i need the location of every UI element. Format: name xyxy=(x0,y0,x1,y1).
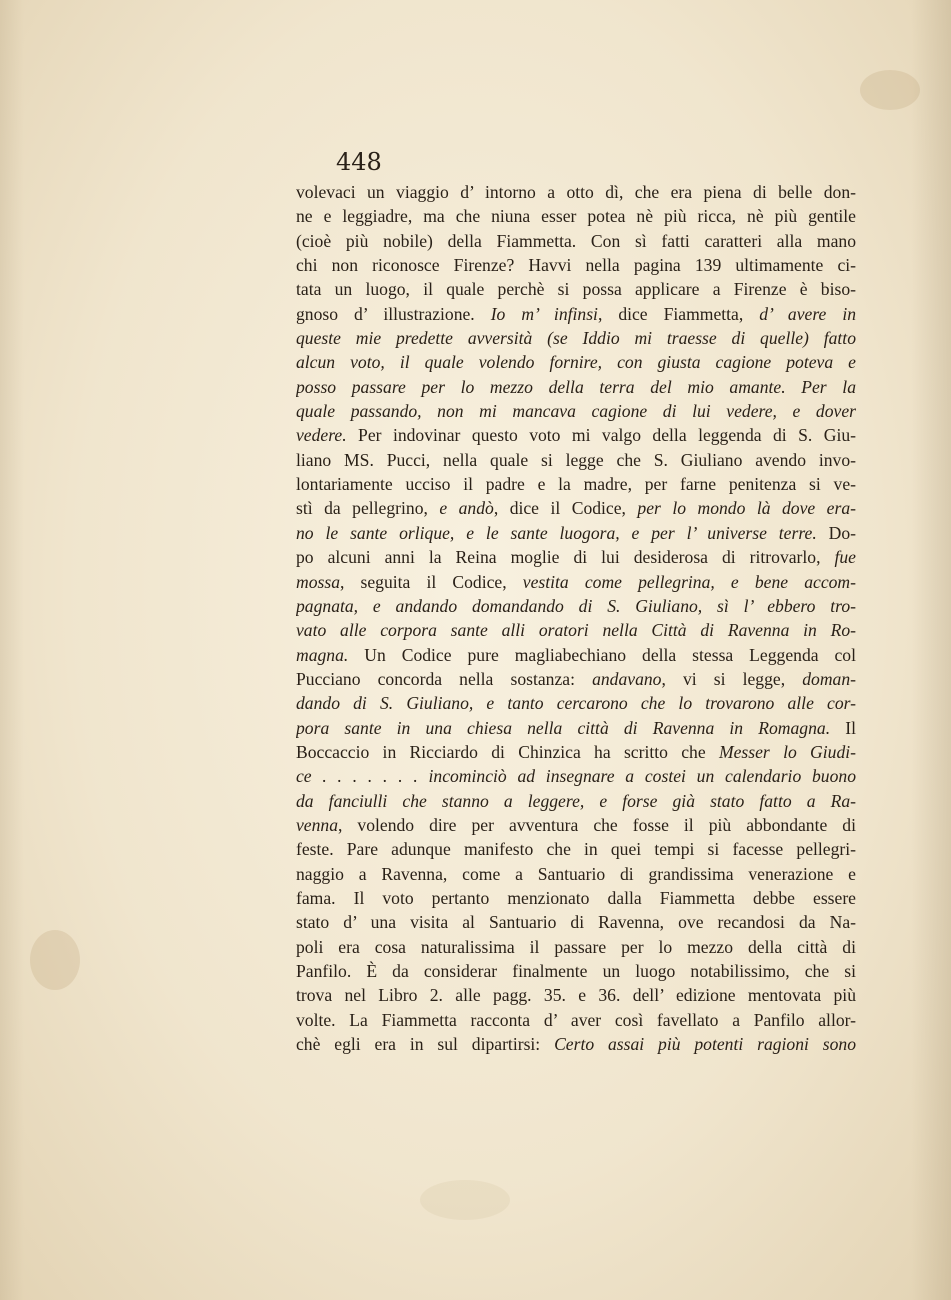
italic-segment: e andò xyxy=(439,498,494,519)
italic-segment: venna xyxy=(296,814,339,835)
italic-segment: mossa xyxy=(296,571,340,592)
italic-segment: vedere. xyxy=(296,425,347,446)
text-segment: feste. Pare adunque manifesto che in quei tempi si facesse pellegri- xyxy=(296,839,856,860)
text-line xyxy=(296,862,856,886)
italic-segment: doman- xyxy=(802,668,856,689)
text-line xyxy=(296,959,856,983)
paper-stain xyxy=(30,930,80,990)
text-line xyxy=(296,204,856,228)
text-line xyxy=(296,496,856,520)
italic-segment: pora sante in una chiesa nella città di Ravenna in Romagna. xyxy=(296,717,831,738)
text-segment: Panfilo. È da considerar finalmente un luogo notabilissimo, che si xyxy=(296,961,856,981)
text-line xyxy=(296,302,856,326)
text-segment: , volendo dire per avventura che fosse il più abbondante di xyxy=(338,814,856,835)
text-segment: po alcuni anni la Reina moglie di lui desiderosa di ritrovarlo, xyxy=(296,547,835,568)
italic-segment: quale passando, non mi mancava cagione di lui vedere, e dover xyxy=(296,401,856,422)
body-text xyxy=(296,180,856,1056)
text-line xyxy=(296,667,856,691)
text-line xyxy=(296,472,856,496)
text-segment: Per indovinar questo voto mi valgo della leggenda di S. Giu- xyxy=(346,425,856,446)
text-segment: Do- xyxy=(816,522,856,543)
text-segment: gnoso d’ illustrazione. xyxy=(296,303,491,324)
page-edge-left xyxy=(0,0,24,1300)
text-line xyxy=(296,229,856,253)
italic-segment: no le sante orlique, e le sante luogora, e per l’ universe terre. xyxy=(296,522,817,543)
text-segment: Il xyxy=(830,717,856,738)
text-segment: Pucciano concorda nella sostanza: xyxy=(296,668,593,689)
italic-segment: da fanciulli che stanno a leggere, e forse già stato fatto a Ra- xyxy=(296,790,856,811)
text-line xyxy=(296,253,856,277)
text-line xyxy=(296,813,856,837)
text-line xyxy=(296,350,856,374)
italic-segment: vestita come pellegrina, e bene accom- xyxy=(522,571,856,592)
text-line xyxy=(296,643,856,667)
paper-stain xyxy=(420,1180,510,1220)
italic-segment: queste mie predette avversità (se Iddio mi traesse di quelle) fatto xyxy=(296,328,856,349)
text-segment: trova nel Libro 2. alle pagg. 35. e 36. dell’ edizione mentovata più xyxy=(296,985,856,1006)
italic-segment: andavano xyxy=(592,668,662,689)
italic-segment: posso passare per lo mezzo della terra del mio amante. Per la xyxy=(296,376,856,397)
text-line xyxy=(296,423,856,447)
text-segment: , seguita il Codice, xyxy=(340,571,523,592)
text-segment: naggio a Ravenna, come a Santuario di grandissima venerazione e xyxy=(296,863,856,884)
text-line xyxy=(296,545,856,569)
text-line xyxy=(296,1032,856,1056)
text-segment: liano MS. Pucci, nella quale si legge che S. Giuliano avendo invo- xyxy=(296,449,856,470)
text-segment: volevaci un viaggio d’ intorno a otto dì, che era piena di belle don- xyxy=(296,182,856,202)
text-segment: stato d’ una visita al Santuario di Ravenna, ove recandosi da Na- xyxy=(296,912,856,933)
text-segment: chè egli era in sul dipartirsi: xyxy=(296,1034,555,1055)
text-line xyxy=(296,691,856,715)
text-line xyxy=(296,837,856,861)
text-line xyxy=(296,764,856,788)
italic-segment: per lo mondo là dove era- xyxy=(637,498,856,519)
text-segment: , vi si legge, xyxy=(661,668,803,689)
italic-segment: fue xyxy=(834,547,856,568)
text-line xyxy=(296,1008,856,1032)
text-line xyxy=(296,789,856,813)
italic-segment: d’ avere in xyxy=(759,303,856,324)
text-segment: , dice Fiammetta, xyxy=(597,303,760,324)
text-line xyxy=(296,570,856,594)
italic-segment: ce . . . . . . . incominciò ad insegnare a costei un calendario buono xyxy=(296,766,856,787)
italic-segment: pagnata, e andando domandando di S. Giuliano, sì l’ ebbero tro- xyxy=(296,595,856,616)
text-line xyxy=(296,326,856,350)
text-line xyxy=(296,716,856,740)
text-segment: lontariamente ucciso il padre e la madre, per farne penitenza si ve- xyxy=(296,474,856,495)
text-segment: fama. Il voto pertanto menzionato dalla Fiammetta debbe essere xyxy=(296,887,856,908)
text-line xyxy=(296,910,856,934)
text-line xyxy=(296,618,856,642)
text-line xyxy=(296,935,856,959)
text-segment: volte. La Fiammetta racconta d’ aver così favellato a Panfilo allor- xyxy=(296,1009,856,1030)
page-number: 448 xyxy=(336,148,382,176)
text-line xyxy=(296,886,856,910)
text-segment: stì da pellegrino, xyxy=(296,498,440,519)
text-line xyxy=(296,983,856,1007)
text-segment: , dice il Codice, xyxy=(493,498,638,519)
italic-segment: magna. xyxy=(296,644,349,665)
italic-segment: Io m’ infinsi xyxy=(490,303,598,324)
text-line xyxy=(296,277,856,301)
text-line xyxy=(296,521,856,545)
text-segment: Un Codice pure magliabechiano della stessa Leggenda col xyxy=(348,644,856,665)
page-edge-right xyxy=(911,0,951,1300)
italic-segment: alcun voto, il quale volendo fornire, con giusta cagione poteva e xyxy=(296,352,856,373)
text-segment: Boccaccio in Ricciardo di Chinzica ha scritto che xyxy=(296,741,719,762)
italic-segment: Messer lo Giudi- xyxy=(718,741,856,762)
paper-stain xyxy=(860,70,920,110)
text-segment: (cioè più nobile) della Fiammetta. Con sì fatti caratteri alla mano xyxy=(296,230,856,251)
text-line xyxy=(296,594,856,618)
text-segment: chi non riconosce Firenze? Havvi nella pagina 139 ultimamente ci- xyxy=(296,255,856,276)
text-segment: poli era cosa naturalissima il passare per lo mezzo della città di xyxy=(296,936,856,957)
italic-segment: dando di S. Giuliano, e tanto cercarono che lo trovarono alle cor- xyxy=(296,693,856,714)
italic-segment: vato alle corpora sante alli oratori nella Città di Ravenna in Ro- xyxy=(296,620,856,641)
text-line xyxy=(296,375,856,399)
text-line xyxy=(296,399,856,423)
text-segment: ne e leggiadre, ma che niuna esser potea nè più ricca, nè più gentile xyxy=(296,206,856,227)
text-segment: tata un luogo, il quale perchè si possa applicare a Firenze è biso- xyxy=(296,279,856,300)
text-line xyxy=(296,180,856,204)
text-line xyxy=(296,448,856,472)
italic-segment: Certo assai più potenti ragioni sono xyxy=(554,1034,856,1055)
text-line xyxy=(296,740,856,764)
